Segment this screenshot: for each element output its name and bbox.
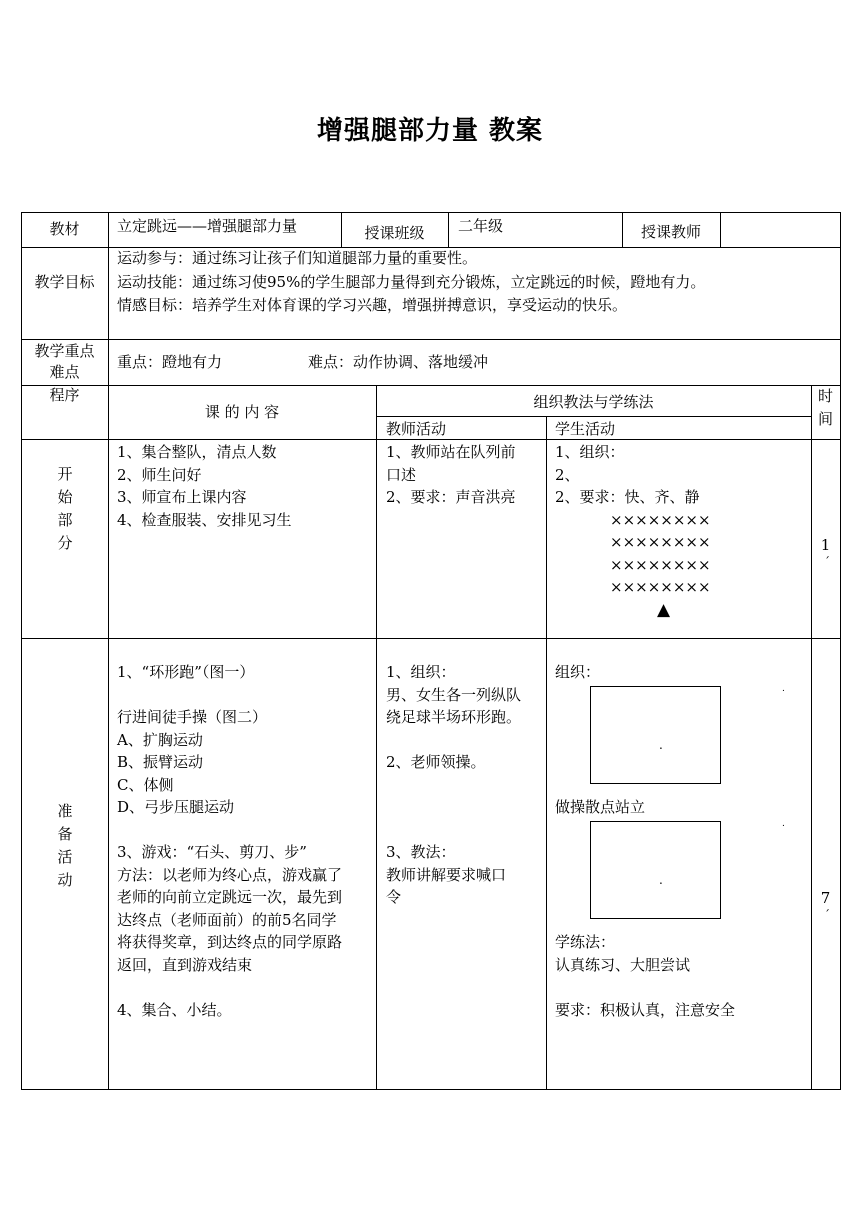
prep-student-exercise: 做操散点站立 <box>555 798 646 816</box>
material-label: 教材 <box>49 220 80 238</box>
page-title: 增强腿部力量 教案 <box>316 116 544 146</box>
teacher-activity-header: 教师活动 <box>386 420 447 438</box>
col-divider <box>108 212 109 247</box>
table-border-right <box>840 212 841 1090</box>
prep-content-line: 3、游戏：“石头、剪刀、步” <box>117 843 307 861</box>
prep-time: 7 <box>820 889 831 907</box>
prep-content-line: 1、“环形跑”（图一） <box>117 663 255 681</box>
start-time: 1 <box>820 536 831 554</box>
key-points-label-2: 难点 <box>49 363 80 381</box>
prep-teacher-line: 3、教法： <box>386 843 456 861</box>
col-divider <box>448 212 449 247</box>
diagram-figure-1: . <box>590 686 721 784</box>
table-border-top <box>21 212 841 213</box>
difficulty-point: 难点：动作协调、落地缓冲 <box>308 353 489 371</box>
prep-student-org: 组织： <box>555 663 601 681</box>
prep-content-line: 方法：以老师为终心点，游戏赢了 <box>117 866 343 884</box>
content-header: 课 的 内 容 <box>204 403 280 421</box>
section-prep-name: 准 备 活 动 <box>57 802 73 889</box>
formation-row: ×××××××× <box>610 578 711 596</box>
teacher-label: 授课教师 <box>640 223 701 241</box>
prep-teacher-line: 教师讲解要求喊口 <box>386 866 507 884</box>
start-content-4: 4、检查服装、安排见习生 <box>117 511 292 529</box>
col-divider <box>546 416 547 1090</box>
material-value: 立定跳远——增强腿部力量 <box>117 217 298 235</box>
diagram-mark: . <box>782 684 785 694</box>
start-student-1: 1、组织： <box>555 443 625 461</box>
formation-row: ×××××××× <box>610 533 711 551</box>
prep-content-line: 行进间徒手操（图二） <box>117 708 268 726</box>
diagram-mark: . <box>782 819 785 829</box>
start-teacher-1: 1、教师站在队列前 <box>386 443 516 461</box>
prep-teacher-line: 2、老师领操。 <box>386 753 486 771</box>
procedure-header: 程序 <box>49 386 80 404</box>
row-divider <box>21 385 841 386</box>
goal-emotion: 情感目标：培养学生对体育课的学习兴趣，增强拼搏意识，享受运动的快乐。 <box>117 296 628 314</box>
student-activity-header: 学生活动 <box>555 420 616 438</box>
start-teacher-2: 口述 <box>386 466 417 484</box>
col-divider <box>108 339 109 385</box>
time-header-2: 间 <box>817 410 833 428</box>
prep-content-line: 将获得奖章，到达终点的同学原路 <box>117 933 343 951</box>
section-start-name: 开 始 部 分 <box>57 465 73 552</box>
key-points-label: 教学重点 <box>34 342 95 360</box>
col-divider <box>108 385 109 1090</box>
col-divider <box>108 247 109 339</box>
start-content-1: 1、集合整队，清点人数 <box>117 443 277 461</box>
key-point: 重点：蹬地有力 <box>117 353 223 371</box>
start-time-mark: ´ <box>824 555 830 569</box>
row-divider <box>21 339 841 340</box>
prep-student-method: 认真练习、大胆尝试 <box>555 956 691 974</box>
start-teacher-3: 2、要求：声音洪亮 <box>386 488 516 506</box>
row-divider <box>376 416 812 417</box>
formation-row: ×××××××× <box>610 556 711 574</box>
method-header: 组织教法与学练法 <box>533 393 654 411</box>
start-content-3: 3、师宣布上课内容 <box>117 488 247 506</box>
col-divider <box>720 212 721 247</box>
prep-content-line: B、振臂运动 <box>117 753 204 771</box>
prep-content-line: 返回，直到游戏结束 <box>117 956 253 974</box>
prep-student-method-label: 学练法： <box>555 933 616 951</box>
start-content-2: 2、师生问好 <box>117 466 202 484</box>
prep-teacher-line: 1、组织： <box>386 663 456 681</box>
class-value: 二年级 <box>458 217 504 235</box>
prep-content-line: 老师的向前立定跳远一次，最先到 <box>117 888 343 906</box>
goal-skill: 运动技能：通过练习使95%的学生腿部力量得到充分锻炼，立定跳远的时候，蹬地有力。 <box>117 273 706 291</box>
diagram-figure-2: . <box>590 821 721 919</box>
teacher-position-marker: ▲ <box>657 600 671 620</box>
lesson-plan-table <box>21 212 841 1090</box>
class-label: 授课班级 <box>364 224 425 242</box>
formation-row: ×××××××× <box>610 511 711 529</box>
prep-content-line: C、体侧 <box>117 776 174 794</box>
prep-teacher-line: 令 <box>386 888 402 906</box>
goal-participation: 运动参与：通过练习让孩子们知道腿部力量的重要性。 <box>117 249 478 267</box>
prep-teacher-line: 绕足球半场环形跑。 <box>386 708 522 726</box>
prep-content-line: 4、集合、小结。 <box>117 1001 232 1019</box>
prep-content-line: A、扩胸运动 <box>117 731 203 749</box>
prep-student-requirement: 要求：积极认真，注意安全 <box>555 1001 736 1019</box>
col-divider <box>376 385 377 1090</box>
goals-label: 教学目标 <box>34 273 95 291</box>
time-header-1: 时 <box>817 387 833 405</box>
start-student-3: 2、要求：快、齐、静 <box>555 488 700 506</box>
row-divider <box>21 638 841 639</box>
prep-content-line: 达终点（老师面前）的前5名同学 <box>117 911 337 929</box>
prep-teacher-line: 男、女生各一列纵队 <box>386 686 522 704</box>
prep-content-line: D、弓步压腿运动 <box>117 798 235 816</box>
prep-time-mark: ´ <box>824 908 830 922</box>
start-student-2: 2、 <box>555 466 580 484</box>
table-border-bottom <box>21 1089 841 1090</box>
col-divider <box>811 385 812 1090</box>
